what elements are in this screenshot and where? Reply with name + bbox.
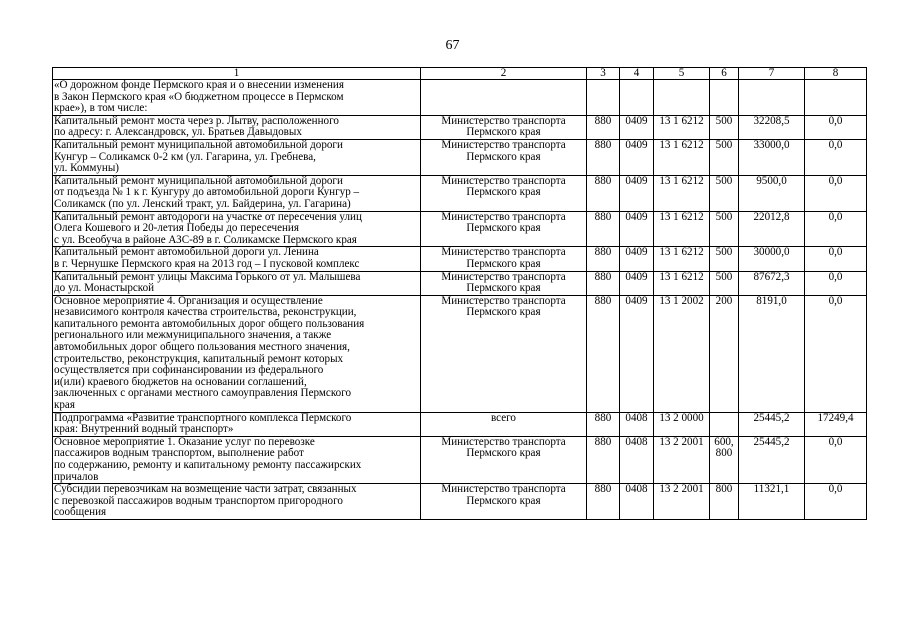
row-description: Капитальный ремонт муниципальной автомобильной дороги от подъезда № 1 к г. Кунгуру до автомобильной дороги Кунгур – Соликамск (по ул. Ленский тракт, ул. Байдерина, ул. Гагарина) bbox=[53, 175, 421, 211]
row-code-target: 13 1 6212 bbox=[654, 139, 710, 175]
row-code-expense: 500 bbox=[710, 115, 739, 139]
row-code-ministry bbox=[587, 80, 620, 116]
row-description: Основное мероприятие 1. Оказание услуг по перевозке пассажиров водным транспортом, выполнение работ по содержанию, ремонту и капитальному ремонту пассажирских причалов bbox=[53, 436, 421, 483]
row-code-expense: 500 bbox=[710, 175, 739, 211]
header-col-2: 2 bbox=[421, 68, 587, 80]
row-code-section: 0408 bbox=[620, 412, 654, 436]
row-code-section: 0408 bbox=[620, 436, 654, 483]
row-amount-1: 87672,3 bbox=[739, 271, 805, 295]
row-amount-2: 0,0 bbox=[805, 115, 867, 139]
header-col-3: 3 bbox=[587, 68, 620, 80]
row-code-target: 13 1 2002 bbox=[654, 295, 710, 412]
row-amount-1: 33000,0 bbox=[739, 139, 805, 175]
row-code-target: 13 2 0000 bbox=[654, 412, 710, 436]
table-row bbox=[53, 139, 867, 175]
row-code-section: 0409 bbox=[620, 247, 654, 271]
row-amount-2: 0,0 bbox=[805, 139, 867, 175]
table-row bbox=[53, 211, 867, 247]
row-description: Основное мероприятие 4. Организация и осуществление независимого контроля качества строительства, реконструкции, капитального ремонта автомобильных дорог общего пользования регионального или межмуниципального значения, а также автомобильных дорог общего пользования местного значения, строительство, реконструкция, капитальный ремонт которых осуществляется при софинансировании из федерального и(или) краевого бюджетов на основании соглашений, заключенных с органами местного самоуправления Пермского края bbox=[53, 295, 421, 412]
row-code-expense: 500 bbox=[710, 139, 739, 175]
row-code-expense: 800 bbox=[710, 484, 739, 520]
table-row bbox=[53, 412, 867, 436]
row-code-ministry: 880 bbox=[587, 484, 620, 520]
row-administrator: Министерство транспорта Пермского края bbox=[421, 295, 587, 412]
row-amount-2: 0,0 bbox=[805, 247, 867, 271]
row-description: Капитальный ремонт моста через р. Лытву, расположенного по адресу: г. Александровск, ул. Братьев Давыдовых bbox=[53, 115, 421, 139]
row-amount-1: 32208,5 bbox=[739, 115, 805, 139]
row-administrator: Министерство транспорта Пермского края bbox=[421, 115, 587, 139]
row-code-ministry: 880 bbox=[587, 115, 620, 139]
row-code-target: 13 1 6212 bbox=[654, 271, 710, 295]
table-row bbox=[53, 247, 867, 271]
row-code-target: 13 2 2001 bbox=[654, 436, 710, 483]
row-administrator: Министерство транспорта Пермского края bbox=[421, 271, 587, 295]
row-code-ministry: 880 bbox=[587, 175, 620, 211]
row-code-target bbox=[654, 80, 710, 116]
table-row bbox=[53, 295, 867, 412]
row-administrator bbox=[421, 80, 587, 116]
row-amount-1: 8191,0 bbox=[739, 295, 805, 412]
row-amount-2: 17249,4 bbox=[805, 412, 867, 436]
row-amount-2: 0,0 bbox=[805, 211, 867, 247]
page-number: 67 bbox=[445, 38, 460, 53]
row-administrator: Министерство транспорта Пермского края bbox=[421, 211, 587, 247]
row-code-section: 0409 bbox=[620, 175, 654, 211]
row-code-section: 0409 bbox=[620, 139, 654, 175]
budget-table bbox=[52, 67, 867, 520]
row-amount-2: 0,0 bbox=[805, 436, 867, 483]
row-code-section bbox=[620, 80, 654, 116]
row-amount-1: 11321,1 bbox=[739, 484, 805, 520]
row-amount-2 bbox=[805, 80, 867, 116]
row-code-expense: 600, 800 bbox=[710, 436, 739, 483]
header-col-4: 4 bbox=[620, 68, 654, 80]
table-row bbox=[53, 175, 867, 211]
row-amount-1: 25445,2 bbox=[739, 436, 805, 483]
row-administrator: Министерство транспорта Пермского края bbox=[421, 139, 587, 175]
row-code-expense: 500 bbox=[710, 247, 739, 271]
row-description: Субсидии перевозчикам на возмещение части затрат, связанных с перевозкой пассажиров водным транспортом пригородного сообщения bbox=[53, 484, 421, 520]
table-row bbox=[53, 115, 867, 139]
row-description: Подпрограмма «Развитие транспортного комплекса Пермского края: Внутренний водный транспорт» bbox=[53, 412, 421, 436]
row-description: Капитальный ремонт улицы Максима Горького от ул. Малышева до ул. Монастырской bbox=[53, 271, 421, 295]
row-code-ministry: 880 bbox=[587, 436, 620, 483]
table-row bbox=[53, 436, 867, 483]
row-administrator: Министерство транспорта Пермского края bbox=[421, 247, 587, 271]
row-code-expense bbox=[710, 412, 739, 436]
row-code-ministry: 880 bbox=[587, 247, 620, 271]
row-code-expense: 500 bbox=[710, 271, 739, 295]
row-administrator: Министерство транспорта Пермского края bbox=[421, 436, 587, 483]
header-col-6: 6 bbox=[710, 68, 739, 80]
row-code-expense bbox=[710, 80, 739, 116]
row-code-ministry: 880 bbox=[587, 412, 620, 436]
table-row bbox=[53, 484, 867, 520]
row-administrator: всего bbox=[421, 412, 587, 436]
row-code-expense: 500 bbox=[710, 211, 739, 247]
row-amount-1: 25445,2 bbox=[739, 412, 805, 436]
row-amount-1: 30000,0 bbox=[739, 247, 805, 271]
row-description: Капитальный ремонт муниципальной автомобильной дороги Кунгур – Соликамск 0-2 км (ул. Гагарина, ул. Гребнева, ул. Коммуны) bbox=[53, 139, 421, 175]
row-amount-2: 0,0 bbox=[805, 295, 867, 412]
row-code-ministry: 880 bbox=[587, 271, 620, 295]
row-amount-1: 9500,0 bbox=[739, 175, 805, 211]
row-description: «О дорожном фонде Пермского края и о внесении изменения в Закон Пермского края «О бюджетном процессе в Пермском крае»), в том числе: bbox=[53, 80, 421, 116]
row-amount-1 bbox=[739, 80, 805, 116]
row-code-ministry: 880 bbox=[587, 295, 620, 412]
header-col-1: 1 bbox=[53, 68, 421, 80]
header-col-7: 7 bbox=[739, 68, 805, 80]
row-description: Капитальный ремонт автодороги на участке от пересечения улиц Олега Кошевого и 20-летия Победы до пересечения с ул. Всеобуча в районе АЗС-89 в г. Соликамске Пермского края bbox=[53, 211, 421, 247]
row-code-ministry: 880 bbox=[587, 211, 620, 247]
row-amount-2: 0,0 bbox=[805, 484, 867, 520]
row-code-ministry: 880 bbox=[587, 139, 620, 175]
row-code-target: 13 1 6212 bbox=[654, 211, 710, 247]
row-amount-2: 0,0 bbox=[805, 271, 867, 295]
row-amount-2: 0,0 bbox=[805, 175, 867, 211]
row-code-expense: 200 bbox=[710, 295, 739, 412]
row-code-target: 13 1 6212 bbox=[654, 115, 710, 139]
row-amount-1: 22012,8 bbox=[739, 211, 805, 247]
table-row bbox=[53, 271, 867, 295]
row-code-section: 0408 bbox=[620, 484, 654, 520]
row-administrator: Министерство транспорта Пермского края bbox=[421, 175, 587, 211]
row-code-target: 13 1 6212 bbox=[654, 175, 710, 211]
row-code-target: 13 1 6212 bbox=[654, 247, 710, 271]
row-code-section: 0409 bbox=[620, 211, 654, 247]
row-code-section: 0409 bbox=[620, 115, 654, 139]
row-description: Капитальный ремонт автомобильной дороги ул. Ленина в г. Чернушке Пермского края на 2013 год – I пусковой комплекс bbox=[53, 247, 421, 271]
header-col-8: 8 bbox=[805, 68, 867, 80]
header-row bbox=[53, 68, 867, 80]
row-administrator: Министерство транспорта Пермского края bbox=[421, 484, 587, 520]
row-code-target: 13 2 2001 bbox=[654, 484, 710, 520]
table-row bbox=[53, 80, 867, 116]
row-code-section: 0409 bbox=[620, 271, 654, 295]
header-col-5: 5 bbox=[654, 68, 710, 80]
row-code-section: 0409 bbox=[620, 295, 654, 412]
